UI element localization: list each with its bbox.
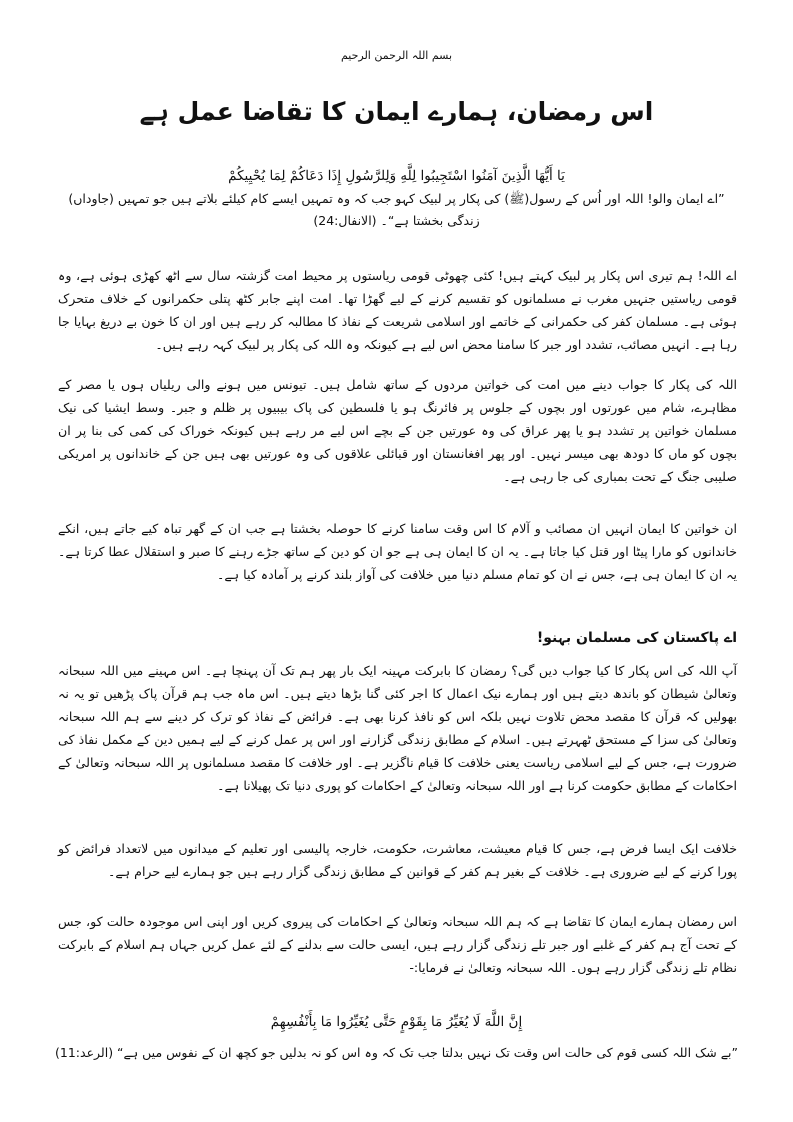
quran-verse: إِنَّ اللَّهَ لَا يُغَيِّرُ مَا بِقَوْمٍ حَتَّى يُغَيِّرُوا مَا بِأَنْفُسِهِمْ [270,1014,523,1030]
paragraph: اللہ کی پکار کا جواب دینے میں امت کی خواتین مردوں کے ساتھ شامل ہیں۔ تیونس میں ہونے والی ریلیاں ہوں یا مصر کے مظاہرے، شام میں عورتوں اور بچوں کے جلوس پر فائرنگ ہو یا فلسطین کی پاک بیبیوں پر ظلم و جبر۔ وسط ایشیا کی نیک مسلمان خواتین پر تشدد ہو یا پھر عراق کی وہ عورتیں جن کے بچے اس لیے مر رہے ہیں کیونکہ خوراک کی کمی کی بنا پر ان بچوں کو ماں کا دودھ بھی میسر نہیں۔ اور پھر افغانستان اور قبائلی علاقوں کی وہ عورتیں بھی ہیں جن کے خاندانوں پر امریکی صلیبی جنگ کے تحت بمباری کی جا رہی ہے۔ [58,377,737,484]
verse-translation: ”اے ایمان والو! اللہ اور اُس کے رسول(ﷺ) کی پکار پر لبیک کہو جب کہ وہ تمہیں ایسے کام کیلئے بلاتے ہیں جو تمہیں (جاوداں) زندگی بخشتا ہے“۔ (الانفال:24) [68,191,725,228]
quran-verse: يَا أَيُّهَا الَّذِينَ آمَنُوا اسْتَجِيبُوا لِلَّهِ وَلِلرَّسُولِ إِذَا دَعَاكُمْ لِمَا يُحْيِيكُمْ [228,168,565,184]
paragraph: آپ اللہ کی اس پکار کا کیا جواب دیں گی؟ رمضان کا بابرکت مہینہ ایک بار پھر ہم تک آن پہنچا ہے۔ اس مہینے میں اللہ سبحانہ وتعالیٰ شیطان کو باندھ دیتے ہیں اور ہمارے نیک اعمال کا اجر کئی گنا بڑھا دیتے ہیں۔ اس ماہ جب ہم قرآن پاک پڑھیں تو یہ نہ بھولیں کہ قرآن کا مقصد محض تلاوت نہیں بلکہ اس کو نافذ کرنا بھی ہے۔ فرائض کے نفاذ کو ترک کر دینے سے ہم اللہ سبحانہ وتعالیٰ کی سزا کے مستحق ٹھہرتے ہیں۔ اسلام کے مطابق زندگی گزارنے اور اس پر عمل کرنے کے لیے ہمیں دین کے مکمل نفاذ کی ضرورت ہے، جس کے لیے اسلامی ریاست یعنی خلافت کا قیام ناگزیر ہے۔ اور خلافت کا مقصد مسلمانوں پر اللہ سبحانہ وتعالیٰ کے احکامات کے مطابق حکومت کرنا ہے اور اللہ سبحانہ وتعالیٰ کے احکامات کو پوری دنیا تک پھیلانا ہے۔ [58,663,737,793]
verse-translation: ”بے شک اللہ کسی قوم کی حالت اس وقت تک نہیں بدلتا جب تک کہ وہ اس کو نہ بدلیں جو کچھ ان کے نفوس میں ہے“ (الرعد:11) [55,1045,738,1060]
paragraph: ان خواتین کا ایمان انہیں ان مصائب و آلام کا اس وقت سامنا کرنے کا حوصلہ بخشتا ہے جب ان کے گھر تباہ کیے جاتے ہیں، انکے خاندانوں کو مارا پیٹا اور قتل کیا جاتا ہے۔ یہ ان کا ایمان ہی ہے جو ان کو دین کے ساتھ جڑے رہنے کا صبر و استقلال عطا کرتا ہے۔ یہ ان کا ایمان ہی ہے، جس نے ان کو تمام مسلم دنیا میں خلافت کی آواز بلند کرنے پر آمادہ کیا ہے۔ [58,521,737,582]
paragraph: اے اللہ! ہم تیری اس پکار پر لبیک کہتے ہیں! کئی چھوٹی قومی ریاستوں پر محیط امت گزشتہ سال سے اٹھ کھڑی ہوئی ہے، وہ قومی ریاستیں جنہیں مغرب نے مسلمانوں کو تقسیم کرنے کے لیے گھڑا تھا۔ امت اپنے جابر کٹھ پتلی حکمرانوں کے خلاف متحرک ہوئی ہے۔ مسلمان کفر کی حکمرانی کے خاتمے اور اسلامی شریعت کے نفاذ کا مطالبہ کر رہے ہیں اور ان کا خون بے دریغ بہایا جا رہا ہے۔ انہیں مصائب، تشدد اور جبر کا سامنا محض اس لیے ہے کیونکہ وہ اللہ کی پکار پر لبیک کہہ رہے ہیں۔ [58,268,737,352]
paragraph: اس رمضان ہمارے ایمان کا تقاضا ہے کہ ہم اللہ سبحانہ وتعالیٰ کے احکامات کی پیروی کریں اور اپنی اس موجودہ حالت کو، جس کے تحت آج ہم کفر کے غلبے اور جبر تلے زندگی گزار رہے ہیں، ایسی حالت سے بدلنے کے لئے عمل کریں جہاں ہم اسلام کے بابرکت نظام تلے زندگی گزار رہے ہوں۔ اللہ سبحانہ وتعالیٰ نے فرمایا:- [58,914,737,975]
page-title: اس رمضان، ہمارے ایمان کا تقاضا عمل ہے [139,97,654,126]
bismillah: بسم اللہ الرحمن الرحیم [340,49,453,62]
section-heading: اے پاکستان کی مسلمان بہنو! [536,630,737,646]
paragraph: خلافت ایک ایسا فرض ہے، جس کا قیام معیشت، معاشرت، حکومت، خارجہ پالیسی اور تعلیم کے میدانوں میں لاتعداد فرائض کو پورا کرنے کے لیے ضروری ہے۔ خلافت کے بغیر ہم کفر کے قوانین کے مطابق زندگی گزار رہے ہیں جو ہمارے لیے حرام ہے۔ [58,841,737,879]
